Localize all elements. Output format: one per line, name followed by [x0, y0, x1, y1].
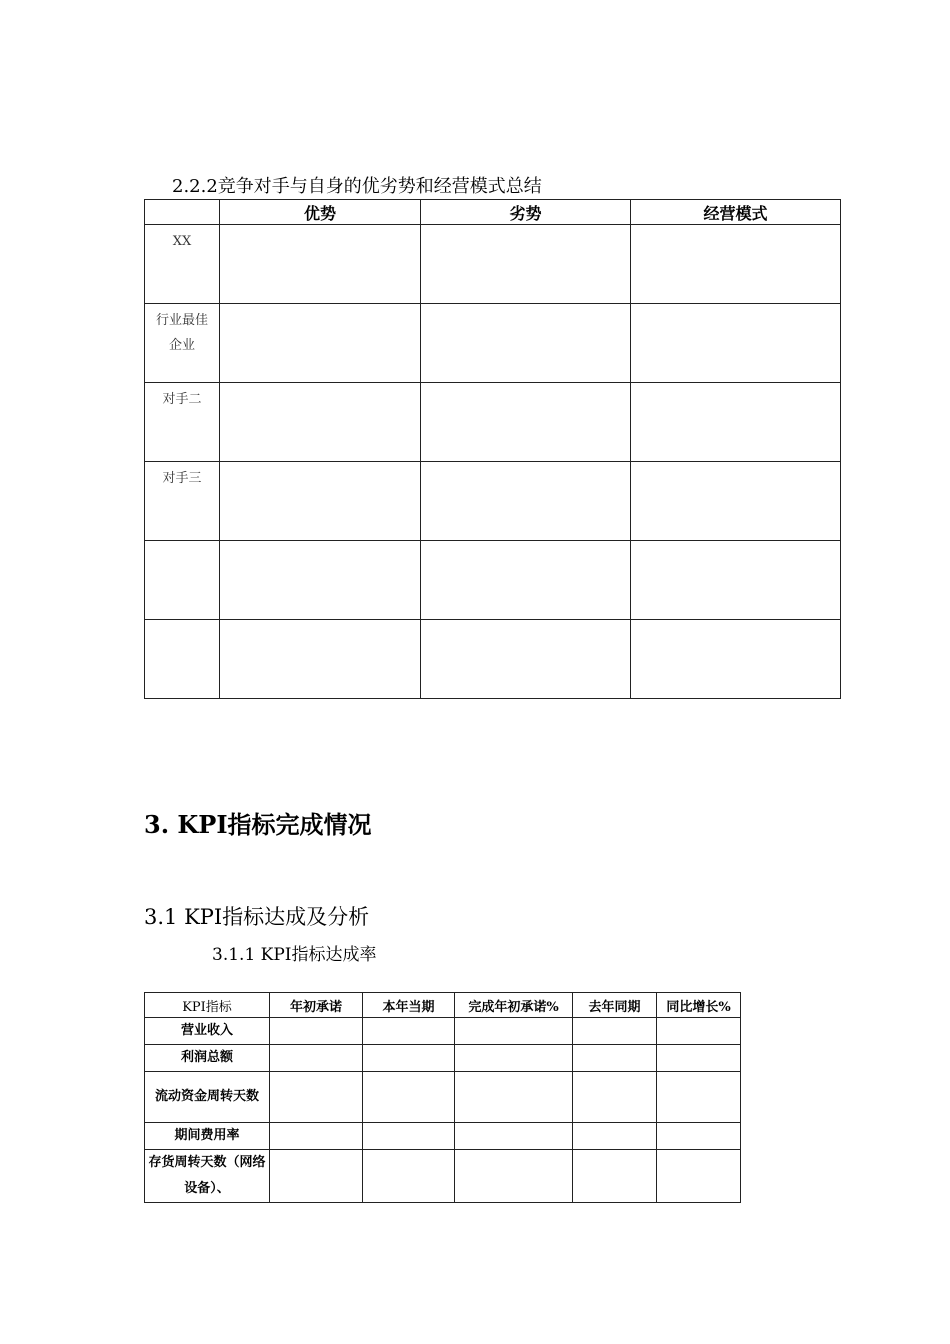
table-cell	[657, 1072, 741, 1123]
table-cell	[455, 1072, 573, 1123]
table-row	[145, 1123, 741, 1150]
table-cell	[455, 1018, 573, 1045]
table-cell	[455, 1150, 573, 1203]
table-cell	[220, 383, 421, 462]
competitor-comparison-table	[144, 199, 841, 699]
table-cell	[220, 541, 421, 620]
header-cell-current-period: 本年当期	[363, 993, 455, 1018]
row-label: 存货周转天数（网络设备）、	[145, 1150, 270, 1203]
row-label: 流动资金周转天数	[145, 1072, 270, 1123]
section-311-heading: 3.1.1 KPI指标达成率	[212, 945, 377, 965]
row-label: 对手二	[145, 383, 220, 462]
row-label: 利润总额	[145, 1045, 270, 1072]
table-cell	[220, 462, 421, 541]
row-label: 营业收入	[145, 1018, 270, 1045]
row-label	[145, 541, 220, 620]
table-row	[145, 304, 841, 383]
table-row	[145, 225, 841, 304]
section-222-heading: 2.2.2竞争对手与自身的优劣势和经营模式总结	[172, 176, 542, 197]
table-cell	[220, 304, 421, 383]
table-cell	[631, 541, 841, 620]
header-cell-business-model: 经营模式	[631, 200, 841, 225]
header-cell-kpi: KPI指标	[145, 993, 270, 1018]
table-cell	[421, 225, 631, 304]
table-cell	[631, 225, 841, 304]
table-cell	[631, 462, 841, 541]
table-cell	[363, 1018, 455, 1045]
table-cell	[657, 1123, 741, 1150]
table-cell	[455, 1123, 573, 1150]
table-cell	[363, 1072, 455, 1123]
row-label: 对手三	[145, 462, 220, 541]
table-row	[145, 1072, 741, 1123]
table-cell	[363, 1045, 455, 1072]
table-cell	[270, 1123, 363, 1150]
kpi-achievement-table	[144, 992, 741, 1203]
table-row	[145, 1018, 741, 1045]
table-cell	[455, 1045, 573, 1072]
table-cell	[220, 620, 421, 699]
row-label	[145, 620, 220, 699]
table-cell	[270, 1045, 363, 1072]
table-header-row	[145, 200, 841, 225]
table-cell	[363, 1150, 455, 1203]
table-cell	[573, 1045, 657, 1072]
table-cell	[270, 1150, 363, 1203]
header-cell-weaknesses: 劣势	[421, 200, 631, 225]
table-row	[145, 620, 841, 699]
table-cell	[421, 462, 631, 541]
table-cell	[573, 1150, 657, 1203]
table-cell	[631, 304, 841, 383]
table-row	[145, 1045, 741, 1072]
table-cell	[657, 1045, 741, 1072]
table-cell	[573, 1123, 657, 1150]
header-cell-last-year: 去年同期	[573, 993, 657, 1018]
table-cell	[363, 1123, 455, 1150]
table-row	[145, 383, 841, 462]
table-row	[145, 1150, 741, 1203]
table-cell	[573, 1072, 657, 1123]
table-cell	[657, 1150, 741, 1203]
table-cell	[220, 225, 421, 304]
section-3-heading: 3. KPI指标完成情况	[144, 810, 372, 839]
table-cell	[573, 1018, 657, 1045]
header-cell-completion-rate: 完成年初承诺%	[455, 993, 573, 1018]
table-cell	[270, 1018, 363, 1045]
header-cell-empty	[145, 200, 220, 225]
section-31-heading: 3.1 KPI指标达成及分析	[144, 905, 370, 929]
header-cell-initial-commitment: 年初承诺	[270, 993, 363, 1018]
table-cell	[421, 620, 631, 699]
table-cell	[421, 541, 631, 620]
table-cell	[421, 383, 631, 462]
table-cell	[631, 383, 841, 462]
header-cell-yoy-growth: 同比增长%	[657, 993, 741, 1018]
table-row	[145, 541, 841, 620]
table-header-row	[145, 993, 741, 1018]
table-row	[145, 462, 841, 541]
table-cell	[270, 1072, 363, 1123]
row-label: 行业最佳企业	[145, 304, 220, 383]
table-cell	[421, 304, 631, 383]
row-label: 期间费用率	[145, 1123, 270, 1150]
table-cell	[657, 1018, 741, 1045]
row-label: XX	[145, 225, 220, 304]
header-cell-strengths: 优势	[220, 200, 421, 225]
table-cell	[631, 620, 841, 699]
